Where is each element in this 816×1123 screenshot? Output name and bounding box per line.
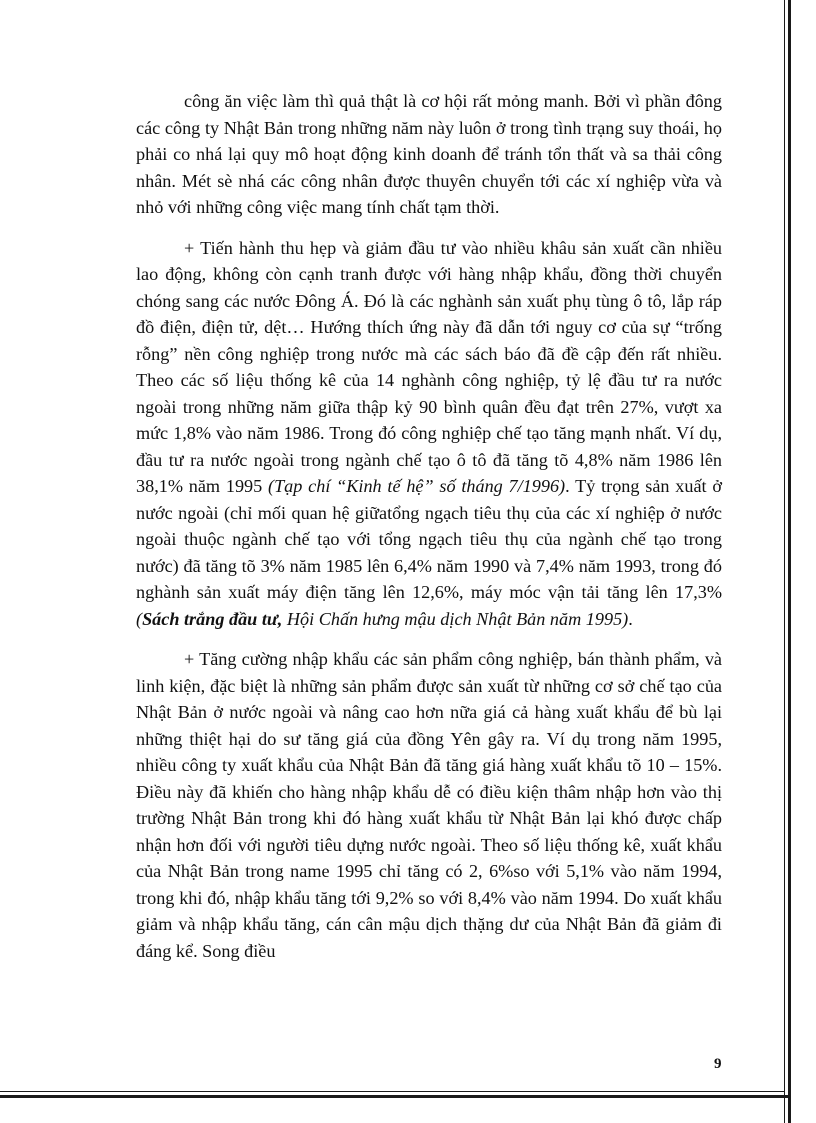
body-text bbox=[136, 88, 722, 978]
citation-open-paren: ( bbox=[136, 608, 143, 629]
paragraph-1-text: công ăn việc làm thì quả thật là cơ hội rất mỏng manh. Bởi vì phần đông các công ty Nhật Bản trong những năm này luôn ở trong tình trạng suy thoái, họ phải co nhá lại quy mô hoạt động kinh doanh để tránh tổn thất và sa thải công nhân. Mét sè nhá các công nhân được thuyên chuyển tới các xí nghiệp vừa và nhỏ với những công việc mang tính chất tạm thời. bbox=[136, 91, 722, 217]
paragraph-1 bbox=[136, 88, 722, 221]
paragraph-2 bbox=[136, 235, 722, 633]
citation-kinh-te-he: (Tạp chí “Kinh tế hệ” số tháng 7/1996) bbox=[268, 476, 566, 496]
paragraph-3 bbox=[136, 646, 722, 964]
paragraph-2-text-cont: . Tỷ trọng sản xuất ở nước ngoài (chỉ mối quan hệ giữatổng ngạch tiêu thụ của các xí nghiệp ở nước ngoài thuộc ngành chế tạo với tổng ngạch tiêu thụ của ngành chế tạo trong nước) đã tăng tõ 3% năm 1985 lên 6,4% năm 1990 và 7,4% năm 1993, trong đó nghành sản xuất máy điện tăng lên 12,6%, máy móc vận tải tăng lên 17,3% bbox=[136, 476, 723, 602]
page-border-right-inner bbox=[784, 0, 785, 1123]
paragraph-2-text: + Tiến hành thu hẹp và giảm đầu tư vào nhiều khâu sản xuất cần nhiều lao động, không còn cạnh tranh được với hàng nhập khẩu, đồng thời chuyển chóng sang các nước Đông Á. Đó là các nghành sản xuất phụ tùng ô tô, lắp ráp đồ điện, điện tử, dệt… Hướng thích ứng này đã dẫn tới nguy cơ của sự “trống rỗng” nền công nghiệp trong nước mà các sách báo đã đề cập đến rất nhiều. Theo các số liệu thống kê của 14 nghành công nghiệp, tỷ lệ đầu tư ra nước ngoài trong những năm giữa thập kỷ 90 bình quân đều đạt trên 27%, vượt xa mức 1,8% vào năm 1986. Trong đó công nghiệp chế tạo tăng mạnh nhất. Ví dụ, đầu tư ra nước ngoài trong ngành chế tạo ô tô đã tăng tõ 4,8% năm 1986 lên 38,1% năm 1995 bbox=[136, 237, 722, 496]
citation-sach-trang: Sách trắng đầu tư, bbox=[142, 608, 283, 629]
page-border-bottom bbox=[0, 1095, 791, 1098]
page-number: 9 bbox=[714, 1056, 722, 1072]
paragraph-2-end: . bbox=[628, 608, 633, 629]
page-border-bottom-inner bbox=[0, 1091, 785, 1092]
paragraph-3-text: + Tăng cường nhập khẩu các sản phẩm công nghiệp, bán thành phẩm, và linh kiện, đặc biệt là những sản phẩm được sản xuất từ những cơ sở chế tạo của Nhật Bản ở nước ngoài và nâng cao hơn nữa giá cả hàng xuất khẩu để bù lại những thiệt hại do sư tăng giá của đồng Yên gây ra. Ví dụ trong năm 1995, nhiều công ty xuất khẩu của Nhật Bản đã tăng giá hàng xuất khẩu tõ 10 – 15%. Điều này đã khiến cho hàng nhập khẩu dễ có điều kiện thâm nhập hơn vào thị trường Nhật Bản trong khi đó hàng xuất khẩu từ Nhật Bản lại khó được chấp nhận hơn đối với người tiêu dựng nước ngoài. Theo số liệu thống kê, xuất khẩu của Nhật Bản trong name 1995 chỉ tăng có 2, 6%so với 5,1% vào năm 1994, trong khi đó, nhập khẩu tăng tới 9,2% so với 8,4% vào năm 1994. Do xuất khẩu giảm và nhập khẩu tăng, cán cân mậu dịch thặng dư của Nhật Bản đã giảm đi đáng kể. Song điều bbox=[136, 649, 722, 961]
page-border-right bbox=[788, 0, 791, 1123]
citation-hoi-chan-hung: Hội Chấn hưng mậu dịch Nhật Bản năm 1995) bbox=[282, 608, 629, 629]
